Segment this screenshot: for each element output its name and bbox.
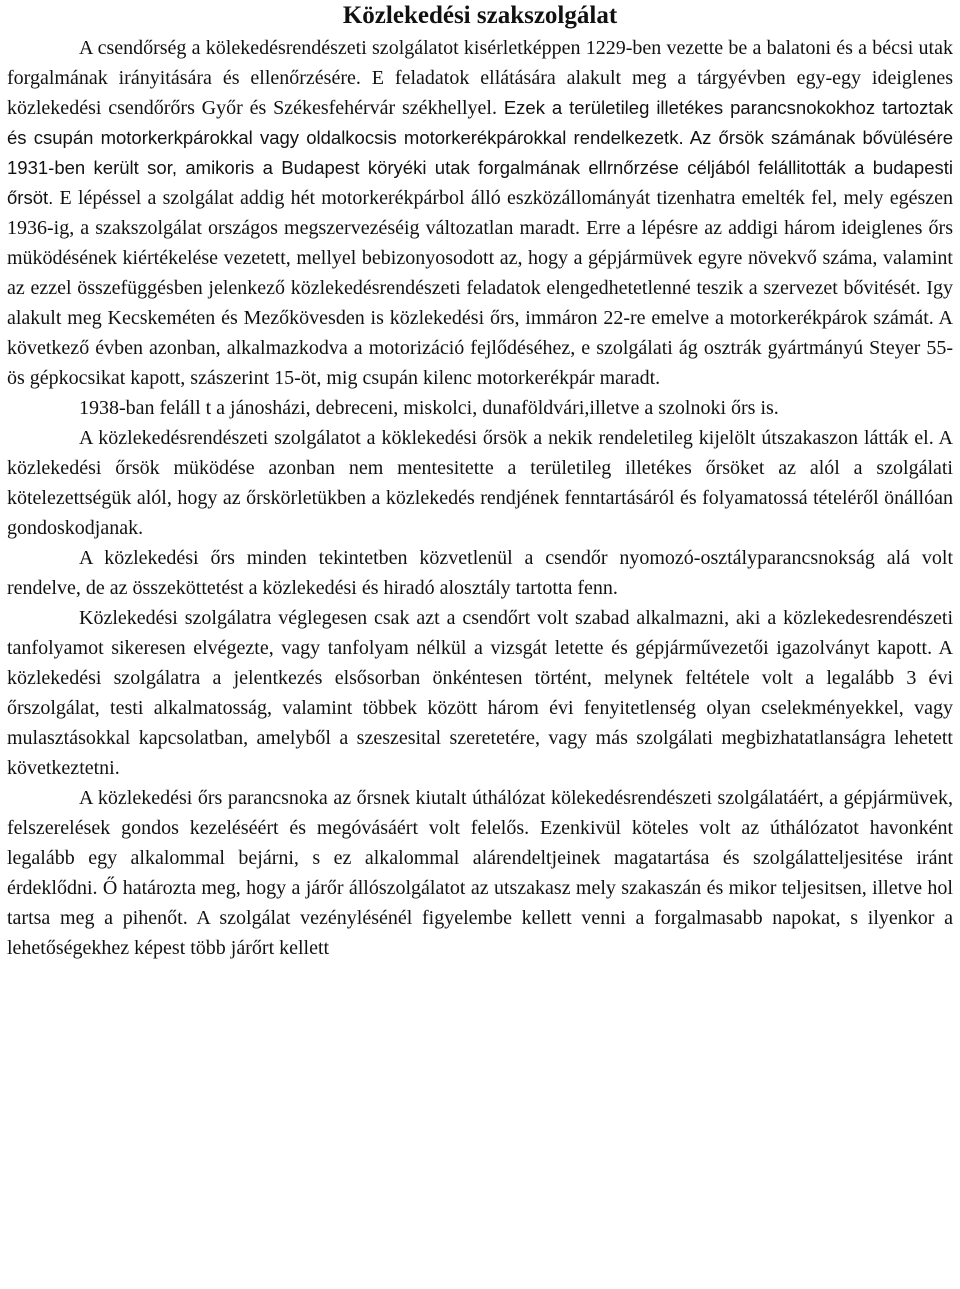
paragraph-4: A közlekedési őrs minden tekintetben közvetlenül a csendőr nyomozó-osztályparancsnokság alá volt rendelve, de az összeköttetést a közlekedési és hiradó alosztály tartotta fenn. <box>7 547 953 599</box>
paragraph-3: A közlekedésrendészeti szolgálatot a köklekedési őrsök a nekik rendeletileg kijelölt útszakaszon látták el. A közlekedési őrsök müködése azonban nem mentesitette a területileg illetékes őrsöket az alól a szolgálati kötelezettségük alól, hogy az őrskörletükben a közlekedés rendjének fenntartásáról és folyamatossá tételéről önállóan gondoskodjanak. <box>7 427 953 539</box>
paragraph-5: Közlekedési szolgálatra véglegesen csak azt a csendőrt volt szabad alkalmazni, aki a közlekedesrendészeti tanfolyamot sikeresen elvégezte, vagy tanfolyam nélkül a vizsgát letette és gépjárművezetői igazolványt kapott. A közlekedési szolgálatra a jelentkezés elsősorban önkéntesen történt, melynek feltétele volt a legalább 3 évi őrszolgálat, testi alkalmatosság, valamint többek között három évi fenyitetlenség olyan cselekményekkel, vagy mulasztásokkal kapcsolatban, amelyből a szeszesital szeretetére, vagy más szolgálati megbizhatatlanságra lehetett következtetni. <box>7 607 953 779</box>
paragraph-1 <box>7 33 953 393</box>
document-title: Közlekedési szakszolgálat <box>342 2 618 29</box>
document-page <box>7 0 953 963</box>
paragraph-1-sentence-3: E lépéssel a szolgálat addig hét motorkerékpárbol álló eszközállományát tizenhatra emelték fel, mely egészen 1936-ig, a szakszolgálat országos megszervezéséig változatlan maradt. Erre a lépésre az addigi három ideiglenes őrs müködésének kiértékelése vezetett, mellyel bebizonyosodott az, hogy a gépjármüvek egyre növekvő száma, valamint az ezzel összefüggésben jelenkező közlekedésrendészeti feladatok elengedhetetlenné teszik a szervezet bővitését. Igy alakult meg Kecskeméten és Mezőkövesden is közlekedési őrs, immáron 22-re emelve a motorkerékpárok számát. A következő évben azonban, alkalmazkodva a motorizáció fejlődéséhez, e szolgálati ág osztrák gyártmányú Steyer 55-ös gépkocsikat kapott, szászerint 15-öt, mig csupán kilenc motorkerékpár maradt. <box>7 187 954 389</box>
paragraph-1-sentence-2: Ezek a területileg illetékes parancsnokokhoz tartoztak és csupán motorkerkpárokkal vagy oldalkocsis motorkerékpárokkal rendelkezetk. Az őrsök számának bővülésére 1931-ben került sor, amikoris a Budapest köryéki utak forgalmának ellrnőrzése céljából felállitották a budapesti őrsöt. <box>7 97 954 208</box>
paragraph-1-sentence-1: A csendőrség a kölekedésrendészeti szolgálatot kisérletképpen 1229-ben vezette be a balatoni és a bécsi utak forgalmának irányitására és ellenőrzésére. E feladatok ellátására alakult meg a tárgyévben egy-egy ideiglenes közlekedési csendőrőrs Győr és Székesfehérvár székhellyel. <box>7 37 953 119</box>
paragraph-2: 1938-ban feláll t a jánosházi, debreceni, miskolci, dunaföldvári,illetve a szolnoki őrs is. <box>79 397 779 419</box>
paragraph-6: A közlekedési őrs parancsnoka az őrsnek kiutalt úthálózat kölekedésrendészeti szolgálatáért, a gépjármüvek, felszerelések gondos kezeléséért és megóvásáért volt felelős. Ezenkivül köteles volt az úthálózatot havonként legalább egy alkalommal bejárni, s ez alkalommal alárendeltjeinek magatartása és szolgálatteljesitése iránt érdeklődni. Ő határozta meg, hogy a járőr állószolgálatot az utszakasz mely szakaszán és mikor teljesitsen, illetve hol tartsa meg a pihenőt. A szolgálat vezénylésénél figyelembe kellett venni a forgalmasabb napokat, s ilyenkor a lehetőségekhez képest több járőrt kellett <box>7 787 953 959</box>
